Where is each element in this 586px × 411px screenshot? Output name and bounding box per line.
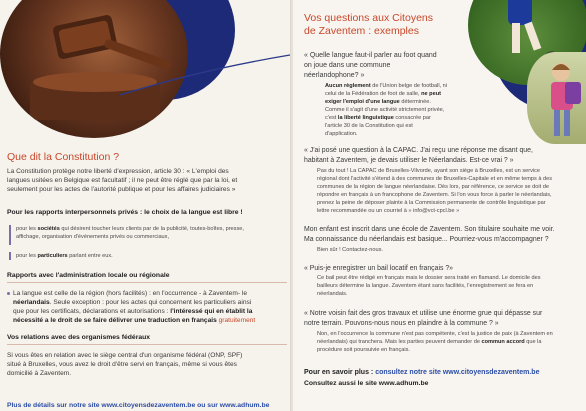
question-1-line-1: « Quelle langue faut-il parler au foot quand [304, 52, 437, 59]
answer-1-line-1: Aucun règlement de l'Union belge de football, ni [325, 83, 448, 89]
answer-3-line-1: Bien sûr ! Contactez-nous. [317, 247, 383, 253]
answer-1-line-2: celui de la Fédération de foot de salle, ne peut [325, 91, 441, 97]
answer-1-line-3: exiger l'emploi d'une langue déterminée. [325, 99, 431, 105]
federal-line-1: Si vous êtes en relation avec le siège central d'un organisme fédéral (ONP, SPF) [7, 352, 243, 359]
more-info-line: Pour en savoir plus : consultez notre site www.citoyensdezaventem.be [304, 369, 540, 376]
answer-2-line-2: régional dont l'activité s'étend à des communes de Bruxelles-Capitale et en même temps à des [317, 176, 553, 182]
private-heading: Pour les rapports interpersonnels privés : le choix de la langue est libre ! [7, 209, 243, 216]
admin-heading: Rapports avec l'administration locale ou régionale [7, 272, 170, 279]
societes-line-2: affichage, organisation d'événements privés ou commerciaux, [16, 234, 170, 240]
bullet-dot [7, 292, 10, 295]
answer-2-line-6: lettre recommandée ou un courriel à » info@vct-cpcl.be » [317, 208, 460, 214]
answer-2-line-1: Pas du tout ! La CAPAC de Bruxelles-Vilvorde, ayant son siège à Bruxelles, est un service [317, 168, 541, 174]
region-line-2: néerlandais. Seule exception : pour les actes qui concernent les particuliers ainsi [13, 299, 252, 306]
answer-4-line-3: néerlandais. [317, 291, 348, 297]
left-page [0, 0, 292, 411]
page-title: Que dit la Constitution ? [7, 151, 120, 163]
question-5-line-2: notre terrain. Pouvons-nous nous en plaindre à la commune ? » [304, 320, 499, 327]
indent-bar [9, 225, 11, 245]
answer-4-line-1: Ce bail peut être rédigé en français mais le dossier sera traité en flamand. Le domicile des [317, 275, 541, 281]
divider [7, 344, 287, 345]
page-title-line-1: Vos questions aux Citoyens [304, 12, 433, 24]
answer-5-line-1: Non, en l'occurrence la commune n'est pas compétente, c'est la justice de paix (à Zaventem en [317, 331, 553, 337]
answer-1-line-5: c'est la liberté linguistique consacrée par [325, 115, 431, 121]
answer-1-line-7: d'application. [325, 131, 358, 137]
question-4-line-1: « Puis-je enregistrer un bail locatif en français ?» [304, 265, 453, 272]
answer-5-line-2: néerlandais) qui tranchera. Mais les parties peuvent demander de commun accord que la [317, 339, 542, 345]
intro-line-1: La Constitution protège notre liberté d'expression, article 30 : « L'emploi des [7, 168, 229, 175]
page-title-line-2: de Zaventem : exemples [304, 25, 419, 37]
question-3-line-1: Mon enfant est inscrit dans une école de Zaventem. Son titulaire souhaite me voir. [304, 226, 555, 233]
federal-heading: Vos relations avec des organismes fédéraux [7, 334, 151, 341]
region-line-1: La langue est celle de la région (hors facilités) : en l'occurrence - à Zaventem- le [13, 290, 247, 297]
child-icon [527, 52, 586, 144]
schoolchild-photo [527, 52, 586, 144]
right-page [293, 0, 586, 411]
question-1-line-2: on joue dans une commune [304, 62, 391, 69]
question-5-line-1: « Notre voisin fait des gros travaux et utilise une énorme grue qui dépasse sur [304, 310, 543, 317]
question-2-line-1: « J'ai posé une question à la CAPAC. J'ai reçu une réponse me disant que, [304, 147, 533, 154]
question-2-line-2: habitant à Zaventem, je devais utiliser le Néerlandais. Est-ce vrai ? » [304, 157, 514, 164]
footer-link[interactable]: Plus de détails sur notre site www.citoyensdezaventem.be ou sur www.adhum.be [7, 402, 270, 409]
question-1-line-3: néerlandophone? » [304, 72, 365, 79]
particuliers-line: pour les particuliers parlant entre eux. [16, 253, 113, 259]
federal-line-2: situé à Bruxelles, vous avez le droit d'être servi en français, même si vous êtes [7, 361, 237, 368]
decorative-arc [0, 0, 292, 150]
region-line-3: que pour les certificats, déclarations et autorisations : l'intéressé qui en établit la [13, 308, 253, 315]
societes-line: pour les sociétés qui désirent toucher leurs clients par de la publicité, toutes-boîtes, presse, [16, 226, 244, 232]
answer-2-line-4: répondre en français à un francophone de Zaventem. Si l'on vous force à parler le néerlandais, [317, 192, 552, 198]
website-link[interactable]: consultez notre site www.citoyensdezaventem.be [375, 369, 540, 376]
intro-line-2: langues usitées en Belgique est facultatif ; il ne peut être réglé que par la loi, et [7, 177, 238, 184]
answer-4-line-2: bailleurs détermine la langue. Zaventem étant sans facilités, l'enregistrement se fera en [317, 283, 534, 289]
divider [7, 282, 287, 283]
answer-5-line-3: procédure soit poursuivie en français. [317, 347, 410, 353]
answer-2-line-5: prenez la peine de déposer plainte à la Commission permanente de contrôle linguistique par [317, 200, 546, 206]
region-line-4: nécessité a le droit de se faire délivrer une traduction en français gratuitement [13, 317, 256, 324]
answer-2-line-3: communes de la région de langue néerlandaise. Dès lors, par référence, ce service se doit de [317, 184, 549, 190]
intro-line-3: seulement pour les actes de l'autorité publique et pour les affaires judiciaires » [7, 186, 236, 193]
question-3-line-2: Ma connaissance du néerlandais est basique... Pourriez-vous m'accompagner ? [304, 236, 549, 243]
answer-1-line-6: l'article 30 de la Constitution qui est [325, 123, 413, 129]
indent-bar [9, 252, 11, 260]
adhum-link[interactable]: Consultez aussi le site www.adhum.be [304, 380, 429, 387]
federal-line-3: domicilié à Zaventem. [7, 370, 72, 377]
answer-1-line-4: Comme il s'agit d'une activité strictement privée, [325, 107, 445, 113]
